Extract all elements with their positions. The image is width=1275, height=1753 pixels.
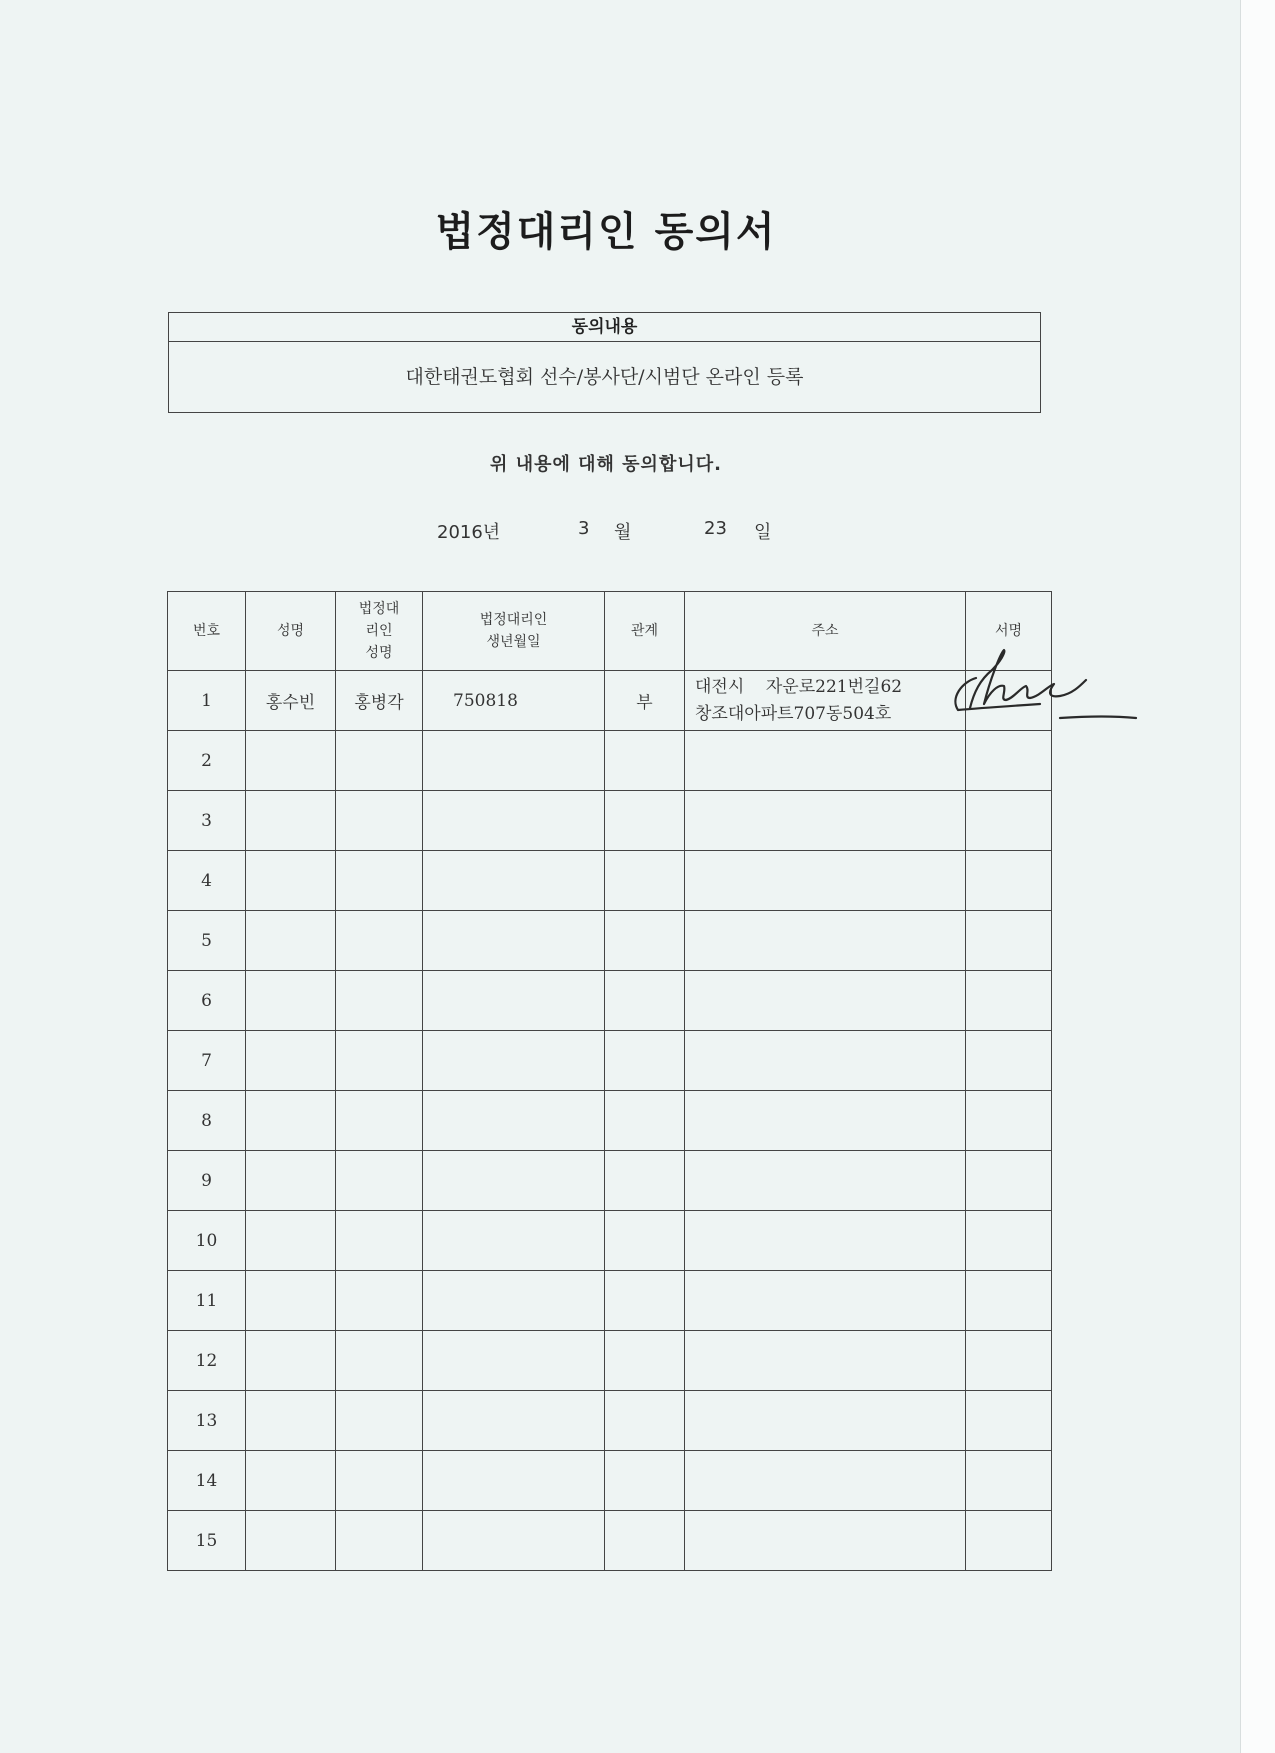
cell-address: [685, 1271, 966, 1331]
cell-address: [685, 1091, 966, 1151]
consent-content-header: 동의내용: [169, 313, 1040, 342]
cell-signature: [966, 1391, 1052, 1451]
address-line-1: 대전시 자운로221번길62: [695, 676, 903, 697]
cell-address: [685, 671, 966, 731]
cell-number: 8: [168, 1091, 246, 1151]
cell-name: [246, 1451, 336, 1511]
header-signature: 서명: [966, 592, 1052, 671]
cell-guardian-name: [336, 911, 423, 971]
consent-content-box: [168, 312, 1041, 413]
cell-guardian-name: [336, 1391, 423, 1451]
cell-signature: [966, 1451, 1052, 1511]
cell-number: 2: [168, 731, 246, 791]
cell-birthdate: [423, 731, 605, 791]
table-header-row: [168, 592, 1052, 671]
cell-address: [685, 911, 966, 971]
cell-relation: [605, 1091, 685, 1151]
consent-content-text: 대한태권도협회 선수/봉사단/시범단 온라인 등록: [405, 366, 804, 388]
cell-guardian-name: [336, 1031, 423, 1091]
cell-address: [685, 851, 966, 911]
table-row: [168, 1031, 1052, 1091]
cell-relation: [605, 1271, 685, 1331]
cell-relation: [605, 1451, 685, 1511]
cell-guardian-name: [336, 851, 423, 911]
cell-address: [685, 971, 966, 1031]
cell-signature: [966, 1151, 1052, 1211]
cell-number: 6: [168, 971, 246, 1031]
cell-address: [685, 1211, 966, 1271]
cell-guardian-name: [336, 1271, 423, 1331]
table-row: [168, 1391, 1052, 1451]
date-day: 23: [704, 518, 727, 539]
cell-guardian-name: [336, 1211, 423, 1271]
cell-number: 13: [168, 1391, 246, 1451]
cell-birthdate: [423, 1211, 605, 1271]
cell-birthdate: [423, 1091, 605, 1151]
table-row: [168, 671, 1052, 731]
cell-name: [246, 851, 336, 911]
cell-birthdate: [423, 1331, 605, 1391]
cell-birthdate: [423, 791, 605, 851]
cell-signature: [966, 731, 1052, 791]
cell-number: 10: [168, 1211, 246, 1271]
cell-relation: [605, 1211, 685, 1271]
cell-signature: [966, 1031, 1052, 1091]
cell-guardian-name: [336, 731, 423, 791]
cell-number: 11: [168, 1271, 246, 1331]
header-guardian-name: 법정대 리인 성명: [336, 592, 423, 671]
cell-number: 3: [168, 791, 246, 851]
cell-address: [685, 1511, 966, 1571]
cell-signature: [966, 851, 1052, 911]
cell-guardian-name: [336, 1451, 423, 1511]
handwritten-signature: [940, 640, 1140, 730]
table-row: [168, 971, 1052, 1031]
cell-signature: [966, 1331, 1052, 1391]
cell-number: 4: [168, 851, 246, 911]
cell-name: 홍수빈: [246, 671, 336, 731]
cell-birthdate: [423, 911, 605, 971]
cell-name: [246, 1151, 336, 1211]
header-name: 성명: [246, 592, 336, 671]
cell-number: 5: [168, 911, 246, 971]
cell-address: [685, 1031, 966, 1091]
cell-birthdate: [423, 1271, 605, 1331]
cell-number: 7: [168, 1031, 246, 1091]
date-month-unit: 월: [614, 522, 632, 543]
table-row: [168, 1151, 1052, 1211]
cell-name: [246, 1511, 336, 1571]
cell-name: [246, 1391, 336, 1451]
table-row: [168, 1271, 1052, 1331]
cell-signature: [966, 911, 1052, 971]
cell-relation: [605, 971, 685, 1031]
cell-address: [685, 731, 966, 791]
cell-signature: [966, 1511, 1052, 1571]
cell-birthdate: [423, 1031, 605, 1091]
cell-signature: [966, 791, 1052, 851]
guardian-table: [167, 591, 1052, 1571]
cell-guardian-name: [336, 1511, 423, 1571]
cell-guardian-name: [336, 1151, 423, 1211]
header-address: 주소: [685, 592, 966, 671]
cell-birthdate: [423, 1391, 605, 1451]
table-row: [168, 1331, 1052, 1391]
cell-address: [685, 1151, 966, 1211]
cell-guardian-name: [336, 1331, 423, 1391]
cell-birthdate: [423, 1151, 605, 1211]
cell-name: [246, 1331, 336, 1391]
cell-number: 12: [168, 1331, 246, 1391]
cell-guardian-name: [336, 791, 423, 851]
cell-relation: [605, 1151, 685, 1211]
date-month: 3: [578, 518, 590, 539]
header-number: 번호: [168, 592, 246, 671]
cell-signature: [966, 1091, 1052, 1151]
cell-birthdate: [423, 1451, 605, 1511]
table-row: [168, 791, 1052, 851]
table-row: [168, 1211, 1052, 1271]
cell-address: [685, 791, 966, 851]
date-year: 2016년: [437, 522, 501, 543]
scanner-edge: [1240, 0, 1275, 1753]
header-guardian-birthdate: 법정대리인 생년월일: [423, 592, 605, 671]
cell-relation: [605, 1391, 685, 1451]
document-title: 법정대리인 동의서: [435, 209, 777, 255]
cell-number: 1: [168, 671, 246, 731]
cell-birthdate: [423, 1511, 605, 1571]
cell-guardian-name: [336, 971, 423, 1031]
cell-name: [246, 731, 336, 791]
table-row: [168, 731, 1052, 791]
table-row: [168, 851, 1052, 911]
cell-address: [685, 1391, 966, 1451]
cell-name: [246, 791, 336, 851]
address-line-2: 창조대아파트707동504호: [695, 703, 892, 724]
cell-name: [246, 1211, 336, 1271]
cell-relation: 부: [605, 671, 685, 731]
cell-birthdate: [423, 851, 605, 911]
cell-name: [246, 1091, 336, 1151]
cell-relation: [605, 1331, 685, 1391]
cell-address: [685, 1331, 966, 1391]
cell-relation: [605, 851, 685, 911]
cell-relation: [605, 911, 685, 971]
cell-name: [246, 1271, 336, 1331]
cell-signature: [966, 1271, 1052, 1331]
cell-address: [685, 1451, 966, 1511]
cell-signature: [966, 1211, 1052, 1271]
cell-birthdate: [423, 971, 605, 1031]
cell-name: [246, 971, 336, 1031]
cell-name: [246, 1031, 336, 1091]
cell-signature: [966, 971, 1052, 1031]
table-row: [168, 911, 1052, 971]
cell-relation: [605, 731, 685, 791]
cell-relation: [605, 1511, 685, 1571]
cell-relation: [605, 791, 685, 851]
cell-guardian-name: [336, 1091, 423, 1151]
cell-birthdate: 750818: [423, 671, 605, 731]
cell-number: 14: [168, 1451, 246, 1511]
table-row: [168, 1451, 1052, 1511]
cell-name: [246, 911, 336, 971]
cell-number: 15: [168, 1511, 246, 1571]
cell-number: 9: [168, 1151, 246, 1211]
date-day-unit: 일: [754, 522, 772, 543]
agreement-statement: 위 내용에 대해 동의합니다.: [490, 454, 722, 475]
header-relation: 관계: [605, 592, 685, 671]
cell-guardian-name: 홍병각: [336, 671, 423, 731]
table-row: [168, 1511, 1052, 1571]
cell-relation: [605, 1031, 685, 1091]
table-row: [168, 1091, 1052, 1151]
